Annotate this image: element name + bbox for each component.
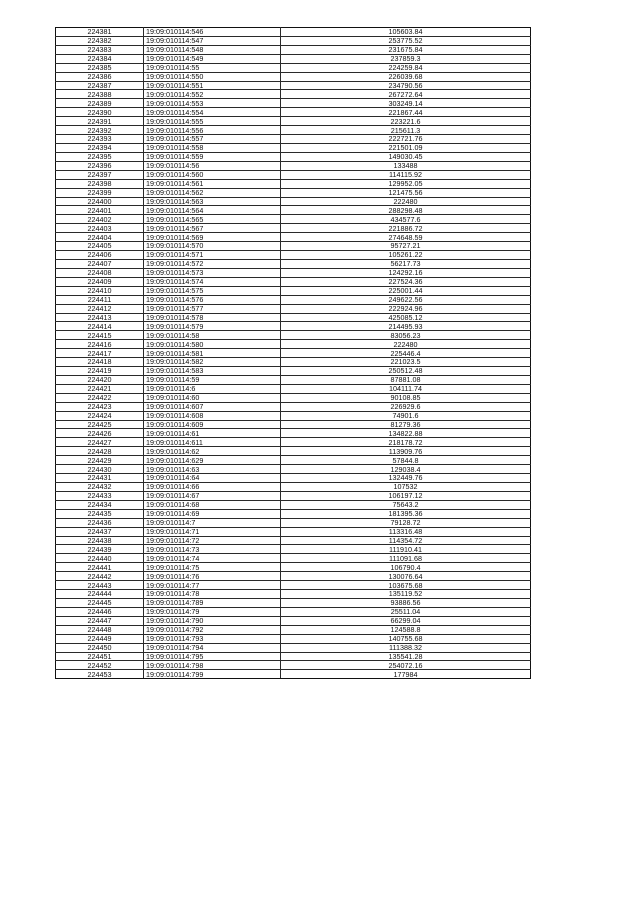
cadastral-number-cell: 19:09:010114:559 xyxy=(144,152,281,161)
table-row xyxy=(56,224,531,233)
cadastral-number-cell: 19:09:010114:59 xyxy=(144,375,281,384)
row-id-cell: 224426 xyxy=(56,429,144,438)
value-cell: 226929.6 xyxy=(281,402,531,411)
table-row xyxy=(56,563,531,572)
cadastral-number-cell: 19:09:010114:567 xyxy=(144,224,281,233)
value-cell: 104111.74 xyxy=(281,384,531,393)
table-row xyxy=(56,599,531,608)
value-cell: 250512.48 xyxy=(281,367,531,376)
table-row xyxy=(56,233,531,242)
cadastral-number-cell: 19:09:010114:55 xyxy=(144,63,281,72)
value-cell: 121475.56 xyxy=(281,188,531,197)
row-id-cell: 224389 xyxy=(56,99,144,108)
row-id-cell: 224444 xyxy=(56,590,144,599)
table-row xyxy=(56,572,531,581)
row-id-cell: 224399 xyxy=(56,188,144,197)
table-row xyxy=(56,500,531,509)
row-id-cell: 224418 xyxy=(56,358,144,367)
cadastral-number-cell: 19:09:010114:546 xyxy=(144,28,281,37)
table-row xyxy=(56,251,531,260)
cadastral-number-cell: 19:09:010114:56 xyxy=(144,161,281,170)
row-id-cell: 224413 xyxy=(56,313,144,322)
cadastral-number-cell: 19:09:010114:561 xyxy=(144,179,281,188)
value-cell: 111091.68 xyxy=(281,554,531,563)
row-id-cell: 224402 xyxy=(56,215,144,224)
table-row xyxy=(56,465,531,474)
value-cell: 90108.85 xyxy=(281,393,531,402)
cadastral-number-cell: 19:09:010114:798 xyxy=(144,661,281,670)
table-row xyxy=(56,268,531,277)
value-cell: 124588.8 xyxy=(281,625,531,634)
cadastral-number-cell: 19:09:010114:547 xyxy=(144,36,281,45)
cadastral-number-cell: 19:09:010114:551 xyxy=(144,81,281,90)
row-id-cell: 224428 xyxy=(56,447,144,456)
value-cell: 222480 xyxy=(281,340,531,349)
value-cell: 87881.08 xyxy=(281,375,531,384)
cadastral-number-cell: 19:09:010114:72 xyxy=(144,536,281,545)
cadastral-number-cell: 19:09:010114:570 xyxy=(144,242,281,251)
table-row xyxy=(56,340,531,349)
cadastral-number-cell: 19:09:010114:608 xyxy=(144,411,281,420)
table-row xyxy=(56,581,531,590)
table-row xyxy=(56,420,531,429)
cadastral-number-cell: 19:09:010114:799 xyxy=(144,670,281,679)
table-row xyxy=(56,63,531,72)
row-id-cell: 224453 xyxy=(56,670,144,679)
cadastral-number-cell: 19:09:010114:794 xyxy=(144,643,281,652)
row-id-cell: 224440 xyxy=(56,554,144,563)
value-cell: 56217.73 xyxy=(281,259,531,268)
cadastral-number-cell: 19:09:010114:582 xyxy=(144,358,281,367)
row-id-cell: 224420 xyxy=(56,375,144,384)
table-row xyxy=(56,152,531,161)
row-id-cell: 224437 xyxy=(56,527,144,536)
value-cell: 227524.36 xyxy=(281,277,531,286)
value-cell: 111388.32 xyxy=(281,643,531,652)
value-cell: 221501.09 xyxy=(281,143,531,152)
cadastral-number-cell: 19:09:010114:572 xyxy=(144,259,281,268)
value-cell: 135119.52 xyxy=(281,590,531,599)
table-row xyxy=(56,429,531,438)
cadastral-number-cell: 19:09:010114:61 xyxy=(144,429,281,438)
value-cell: 130076.64 xyxy=(281,572,531,581)
value-cell: 124292.16 xyxy=(281,268,531,277)
cadastral-number-cell: 19:09:010114:560 xyxy=(144,170,281,179)
row-id-cell: 224397 xyxy=(56,170,144,179)
cadastral-number-cell: 19:09:010114:71 xyxy=(144,527,281,536)
cadastral-number-cell: 19:09:010114:558 xyxy=(144,143,281,152)
row-id-cell: 224406 xyxy=(56,251,144,260)
row-id-cell: 224396 xyxy=(56,161,144,170)
row-id-cell: 224412 xyxy=(56,304,144,313)
cadastral-number-cell: 19:09:010114:611 xyxy=(144,438,281,447)
table-row xyxy=(56,643,531,652)
table-row xyxy=(56,384,531,393)
table-row xyxy=(56,661,531,670)
value-cell: 225446.4 xyxy=(281,349,531,358)
cadastral-number-cell: 19:09:010114:577 xyxy=(144,304,281,313)
row-id-cell: 224422 xyxy=(56,393,144,402)
value-cell: 226039.68 xyxy=(281,72,531,81)
row-id-cell: 224448 xyxy=(56,625,144,634)
value-cell: 267272.64 xyxy=(281,90,531,99)
cadastral-number-cell: 19:09:010114:73 xyxy=(144,545,281,554)
value-cell: 225001.44 xyxy=(281,286,531,295)
table-row xyxy=(56,304,531,313)
value-cell: 74901.6 xyxy=(281,411,531,420)
row-id-cell: 224404 xyxy=(56,233,144,242)
row-id-cell: 224384 xyxy=(56,54,144,63)
table-row xyxy=(56,545,531,554)
table-row xyxy=(56,286,531,295)
value-cell: 107532 xyxy=(281,483,531,492)
value-cell: 106790.4 xyxy=(281,563,531,572)
value-cell: 223221.6 xyxy=(281,117,531,126)
row-id-cell: 224424 xyxy=(56,411,144,420)
value-cell: 249622.56 xyxy=(281,295,531,304)
value-cell: 222924.96 xyxy=(281,304,531,313)
table-row xyxy=(56,393,531,402)
table-row xyxy=(56,179,531,188)
value-cell: 114115.92 xyxy=(281,170,531,179)
table-row xyxy=(56,206,531,215)
cadastral-number-cell: 19:09:010114:68 xyxy=(144,500,281,509)
value-cell: 177984 xyxy=(281,670,531,679)
cadastral-number-cell: 19:09:010114:7 xyxy=(144,518,281,527)
row-id-cell: 224441 xyxy=(56,563,144,572)
value-cell: 181395.36 xyxy=(281,509,531,518)
cadastral-number-cell: 19:09:010114:62 xyxy=(144,447,281,456)
row-id-cell: 224442 xyxy=(56,572,144,581)
cadastral-number-cell: 19:09:010114:557 xyxy=(144,135,281,144)
value-cell: 288298.48 xyxy=(281,206,531,215)
value-cell: 111910.41 xyxy=(281,545,531,554)
value-cell: 218178.72 xyxy=(281,438,531,447)
table-row xyxy=(56,28,531,37)
row-id-cell: 224427 xyxy=(56,438,144,447)
row-id-cell: 224400 xyxy=(56,197,144,206)
row-id-cell: 224434 xyxy=(56,500,144,509)
value-cell: 129952.05 xyxy=(281,179,531,188)
cadastral-number-cell: 19:09:010114:629 xyxy=(144,456,281,465)
cadastral-number-cell: 19:09:010114:583 xyxy=(144,367,281,376)
cadastral-number-cell: 19:09:010114:78 xyxy=(144,590,281,599)
table-row xyxy=(56,188,531,197)
table-row xyxy=(56,277,531,286)
value-cell: 231675.84 xyxy=(281,45,531,54)
data-table xyxy=(55,27,531,679)
cadastral-number-cell: 19:09:010114:573 xyxy=(144,268,281,277)
cadastral-number-cell: 19:09:010114:555 xyxy=(144,117,281,126)
table-row xyxy=(56,634,531,643)
value-cell: 95727.21 xyxy=(281,242,531,251)
row-id-cell: 224446 xyxy=(56,607,144,616)
table-row xyxy=(56,215,531,224)
value-cell: 221886.72 xyxy=(281,224,531,233)
table-row xyxy=(56,456,531,465)
cadastral-number-cell: 19:09:010114:548 xyxy=(144,45,281,54)
table-row xyxy=(56,483,531,492)
table-row xyxy=(56,554,531,563)
value-cell: 221867.44 xyxy=(281,108,531,117)
table-row xyxy=(56,81,531,90)
cadastral-number-cell: 19:09:010114:581 xyxy=(144,349,281,358)
cadastral-number-cell: 19:09:010114:58 xyxy=(144,331,281,340)
table-row xyxy=(56,590,531,599)
row-id-cell: 224423 xyxy=(56,402,144,411)
row-id-cell: 224447 xyxy=(56,616,144,625)
row-id-cell: 224449 xyxy=(56,634,144,643)
value-cell: 114354.72 xyxy=(281,536,531,545)
cadastral-number-cell: 19:09:010114:576 xyxy=(144,295,281,304)
table-row xyxy=(56,491,531,500)
cadastral-number-cell: 19:09:010114:6 xyxy=(144,384,281,393)
row-id-cell: 224401 xyxy=(56,206,144,215)
row-id-cell: 224382 xyxy=(56,36,144,45)
table-row xyxy=(56,518,531,527)
data-table-body xyxy=(56,28,531,679)
cadastral-number-cell: 19:09:010114:575 xyxy=(144,286,281,295)
table-row xyxy=(56,99,531,108)
cadastral-number-cell: 19:09:010114:69 xyxy=(144,509,281,518)
cadastral-number-cell: 19:09:010114:571 xyxy=(144,251,281,260)
cadastral-number-cell: 19:09:010114:60 xyxy=(144,393,281,402)
table-row xyxy=(56,536,531,545)
table-row xyxy=(56,117,531,126)
cadastral-number-cell: 19:09:010114:64 xyxy=(144,474,281,483)
value-cell: 149030.45 xyxy=(281,152,531,161)
table-row xyxy=(56,54,531,63)
table-row xyxy=(56,331,531,340)
value-cell: 234790.56 xyxy=(281,81,531,90)
table-row xyxy=(56,447,531,456)
table-row xyxy=(56,358,531,367)
row-id-cell: 224421 xyxy=(56,384,144,393)
row-id-cell: 224381 xyxy=(56,28,144,37)
cadastral-number-cell: 19:09:010114:75 xyxy=(144,563,281,572)
value-cell: 222721.76 xyxy=(281,135,531,144)
value-cell: 253775.52 xyxy=(281,36,531,45)
value-cell: 221023.5 xyxy=(281,358,531,367)
table-row xyxy=(56,36,531,45)
row-id-cell: 224433 xyxy=(56,491,144,500)
cadastral-number-cell: 19:09:010114:562 xyxy=(144,188,281,197)
table-row xyxy=(56,438,531,447)
value-cell: 434577.6 xyxy=(281,215,531,224)
cadastral-number-cell: 19:09:010114:77 xyxy=(144,581,281,590)
table-row xyxy=(56,375,531,384)
row-id-cell: 224439 xyxy=(56,545,144,554)
value-cell: 105603.84 xyxy=(281,28,531,37)
table-row xyxy=(56,90,531,99)
cadastral-number-cell: 19:09:010114:564 xyxy=(144,206,281,215)
row-id-cell: 224407 xyxy=(56,259,144,268)
row-id-cell: 224417 xyxy=(56,349,144,358)
row-id-cell: 224451 xyxy=(56,652,144,661)
table-row xyxy=(56,607,531,616)
table-row xyxy=(56,143,531,152)
value-cell: 222480 xyxy=(281,197,531,206)
value-cell: 93886.56 xyxy=(281,599,531,608)
row-id-cell: 224394 xyxy=(56,143,144,152)
cadastral-number-cell: 19:09:010114:569 xyxy=(144,233,281,242)
table-row xyxy=(56,108,531,117)
cadastral-number-cell: 19:09:010114:578 xyxy=(144,313,281,322)
value-cell: 25511.04 xyxy=(281,607,531,616)
row-id-cell: 224388 xyxy=(56,90,144,99)
table-row xyxy=(56,45,531,54)
table-row xyxy=(56,313,531,322)
value-cell: 254072.16 xyxy=(281,661,531,670)
cadastral-number-cell: 19:09:010114:607 xyxy=(144,402,281,411)
table-row xyxy=(56,242,531,251)
table-row xyxy=(56,170,531,179)
row-id-cell: 224415 xyxy=(56,331,144,340)
cadastral-number-cell: 19:09:010114:793 xyxy=(144,634,281,643)
cadastral-number-cell: 19:09:010114:580 xyxy=(144,340,281,349)
row-id-cell: 224445 xyxy=(56,599,144,608)
row-id-cell: 224409 xyxy=(56,277,144,286)
row-id-cell: 224438 xyxy=(56,536,144,545)
value-cell: 66299.04 xyxy=(281,616,531,625)
cadastral-number-cell: 19:09:010114:574 xyxy=(144,277,281,286)
cadastral-number-cell: 19:09:010114:549 xyxy=(144,54,281,63)
cadastral-number-cell: 19:09:010114:553 xyxy=(144,99,281,108)
cadastral-number-cell: 19:09:010114:609 xyxy=(144,420,281,429)
row-id-cell: 224431 xyxy=(56,474,144,483)
table-row xyxy=(56,197,531,206)
value-cell: 133488 xyxy=(281,161,531,170)
value-cell: 81279.36 xyxy=(281,420,531,429)
cadastral-number-cell: 19:09:010114:790 xyxy=(144,616,281,625)
table-row xyxy=(56,72,531,81)
row-id-cell: 224416 xyxy=(56,340,144,349)
table-row xyxy=(56,670,531,679)
value-cell: 83056.23 xyxy=(281,331,531,340)
table-row xyxy=(56,411,531,420)
cadastral-number-cell: 19:09:010114:552 xyxy=(144,90,281,99)
row-id-cell: 224391 xyxy=(56,117,144,126)
row-id-cell: 224425 xyxy=(56,420,144,429)
table-row xyxy=(56,652,531,661)
row-id-cell: 224387 xyxy=(56,81,144,90)
value-cell: 103675.68 xyxy=(281,581,531,590)
table-row xyxy=(56,349,531,358)
row-id-cell: 224395 xyxy=(56,152,144,161)
value-cell: 237859.3 xyxy=(281,54,531,63)
row-id-cell: 224393 xyxy=(56,135,144,144)
table-row xyxy=(56,509,531,518)
cadastral-number-cell: 19:09:010114:79 xyxy=(144,607,281,616)
cadastral-number-cell: 19:09:010114:66 xyxy=(144,483,281,492)
value-cell: 57844.8 xyxy=(281,456,531,465)
row-id-cell: 224383 xyxy=(56,45,144,54)
cadastral-number-cell: 19:09:010114:789 xyxy=(144,599,281,608)
value-cell: 303249.14 xyxy=(281,99,531,108)
table-row xyxy=(56,322,531,331)
value-cell: 274648.59 xyxy=(281,233,531,242)
row-id-cell: 224390 xyxy=(56,108,144,117)
row-id-cell: 224392 xyxy=(56,126,144,135)
value-cell: 129038.4 xyxy=(281,465,531,474)
value-cell: 79128.72 xyxy=(281,518,531,527)
cadastral-number-cell: 19:09:010114:795 xyxy=(144,652,281,661)
value-cell: 106197.12 xyxy=(281,491,531,500)
cadastral-number-cell: 19:09:010114:67 xyxy=(144,491,281,500)
row-id-cell: 224450 xyxy=(56,643,144,652)
row-id-cell: 224432 xyxy=(56,483,144,492)
value-cell: 214495.93 xyxy=(281,322,531,331)
row-id-cell: 224408 xyxy=(56,268,144,277)
row-id-cell: 224414 xyxy=(56,322,144,331)
cadastral-number-cell: 19:09:010114:563 xyxy=(144,197,281,206)
table-row xyxy=(56,126,531,135)
cadastral-number-cell: 19:09:010114:554 xyxy=(144,108,281,117)
row-id-cell: 224435 xyxy=(56,509,144,518)
value-cell: 75643.2 xyxy=(281,500,531,509)
value-cell: 224259.84 xyxy=(281,63,531,72)
table-row xyxy=(56,295,531,304)
table-row xyxy=(56,474,531,483)
table-row xyxy=(56,367,531,376)
value-cell: 215611.3 xyxy=(281,126,531,135)
row-id-cell: 224429 xyxy=(56,456,144,465)
row-id-cell: 224430 xyxy=(56,465,144,474)
row-id-cell: 224410 xyxy=(56,286,144,295)
cadastral-number-cell: 19:09:010114:63 xyxy=(144,465,281,474)
table-row xyxy=(56,625,531,634)
row-id-cell: 224403 xyxy=(56,224,144,233)
table-row xyxy=(56,259,531,268)
cadastral-number-cell: 19:09:010114:550 xyxy=(144,72,281,81)
value-cell: 113909.76 xyxy=(281,447,531,456)
value-cell: 140755.68 xyxy=(281,634,531,643)
value-cell: 113316.48 xyxy=(281,527,531,536)
row-id-cell: 224443 xyxy=(56,581,144,590)
row-id-cell: 224385 xyxy=(56,63,144,72)
table-row xyxy=(56,527,531,536)
row-id-cell: 224452 xyxy=(56,661,144,670)
table-row xyxy=(56,402,531,411)
value-cell: 134822.88 xyxy=(281,429,531,438)
row-id-cell: 224436 xyxy=(56,518,144,527)
table-row xyxy=(56,616,531,625)
row-id-cell: 224411 xyxy=(56,295,144,304)
value-cell: 105261.22 xyxy=(281,251,531,260)
row-id-cell: 224386 xyxy=(56,72,144,81)
value-cell: 132449.76 xyxy=(281,474,531,483)
cadastral-number-cell: 19:09:010114:556 xyxy=(144,126,281,135)
value-cell: 425085.12 xyxy=(281,313,531,322)
cadastral-number-cell: 19:09:010114:76 xyxy=(144,572,281,581)
cadastral-number-cell: 19:09:010114:792 xyxy=(144,625,281,634)
cadastral-number-cell: 19:09:010114:579 xyxy=(144,322,281,331)
table-row xyxy=(56,161,531,170)
cadastral-number-cell: 19:09:010114:74 xyxy=(144,554,281,563)
value-cell: 135541.28 xyxy=(281,652,531,661)
cadastral-number-cell: 19:09:010114:565 xyxy=(144,215,281,224)
row-id-cell: 224405 xyxy=(56,242,144,251)
table-row xyxy=(56,135,531,144)
row-id-cell: 224419 xyxy=(56,367,144,376)
row-id-cell: 224398 xyxy=(56,179,144,188)
